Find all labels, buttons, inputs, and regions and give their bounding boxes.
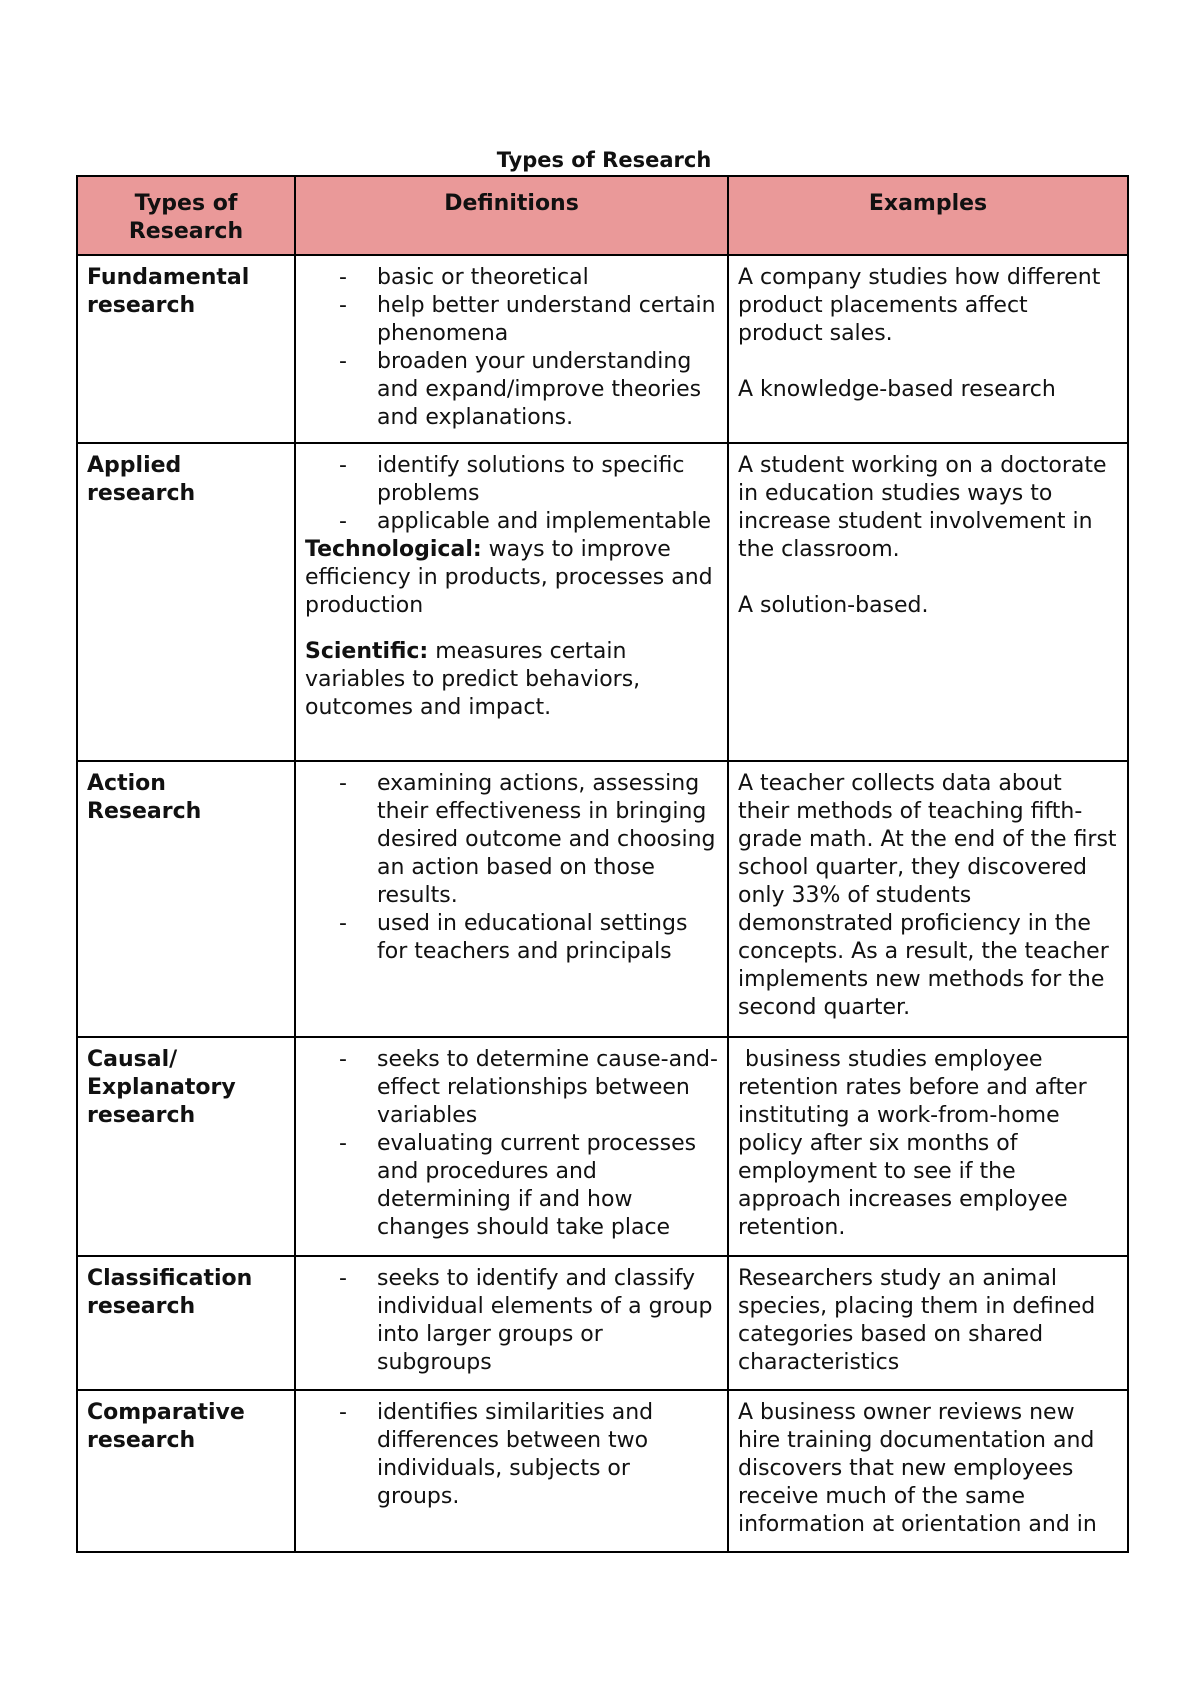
definition-list (305, 264, 718, 432)
example-cell (728, 1390, 1128, 1552)
definition-list-item (305, 1046, 718, 1130)
table-row (77, 255, 1128, 443)
definition-list (305, 452, 718, 536)
research-type-label: Classification research (77, 1256, 295, 1390)
research-type-label: Fundamental research (77, 255, 295, 443)
dash-bullet: - (339, 1400, 347, 1425)
table-row (77, 1390, 1128, 1552)
dash-bullet: - (339, 911, 347, 936)
definition-list-item (305, 1265, 718, 1377)
definition-list (305, 1046, 718, 1242)
definition-text: broaden your understanding and expand/improve theories and explanations. (377, 349, 702, 430)
definition-text: used in educational settings for teachers and principals (377, 911, 688, 964)
definition-text: seeks to identify and classify individual elements of a group into larger groups or subgroups (377, 1266, 713, 1375)
example-text: A knowledge-based research (738, 377, 1056, 402)
definition-text: basic or theoretical (377, 265, 589, 290)
definition-list-item (305, 1130, 718, 1242)
example-cell (728, 255, 1128, 443)
dash-bullet: - (339, 509, 347, 534)
table-header-row (77, 176, 1128, 255)
definition-list-item (305, 1399, 718, 1511)
column-header-type: Types of Research (77, 176, 295, 255)
subtype-description: ways to improve efficiency in products, processes and production (305, 537, 713, 618)
example-cell (728, 443, 1128, 761)
definition-cell (295, 1256, 728, 1390)
dash-bullet: - (339, 349, 347, 374)
research-type-label: Causal/ Explanatory research (77, 1037, 295, 1256)
definition-text: examining actions, assessing their effectiveness in bringing desired outcome and choosing an action based on those results. (377, 771, 716, 908)
definition-cell (295, 1037, 728, 1256)
dash-bullet: - (339, 293, 347, 318)
example-text: business studies employee retention rates before and after instituting a work-from-home policy after six months of employment to see if the approach increases employee retention. (738, 1047, 1094, 1240)
dash-bullet: - (339, 771, 347, 796)
example-text: A company studies how different product placements affect product sales. (738, 265, 1108, 346)
example-text: A student working on a doctorate in education studies ways to increase student involvement in the classroom. (738, 453, 1114, 562)
definition-text: seeks to determine cause-and-effect relationships between variables (377, 1047, 718, 1128)
definition-list-item (305, 910, 718, 966)
definition-list-item (305, 292, 718, 348)
definition-list (305, 770, 718, 966)
subtype-term: Scientific: (305, 639, 429, 664)
definition-subtype-paragraph (305, 638, 718, 722)
dash-bullet: - (339, 1266, 347, 1291)
example-cell (728, 761, 1128, 1037)
table-row (77, 761, 1128, 1037)
subtype-description: measures certain variables to predict behaviors, outcomes and impact. (305, 639, 641, 720)
table-row (77, 1037, 1128, 1256)
table-row (77, 443, 1128, 761)
table-row (77, 1256, 1128, 1390)
definition-subtype-paragraph (305, 536, 718, 620)
definition-list (305, 1399, 718, 1511)
definition-cell (295, 761, 728, 1037)
definition-cell (295, 443, 728, 761)
column-header-definitions: Definitions (295, 176, 728, 255)
dash-bullet: - (339, 1047, 347, 1072)
example-text: A teacher collects data about their methods of teaching fifth-grade math. At the end of the first school quarter, they discovered only 33% of students demonstrated proficiency in the concepts. As a result, the teacher implements new methods for the second quarter. (738, 771, 1124, 1020)
research-type-label: Applied research (77, 443, 295, 761)
definition-list-item (305, 264, 718, 292)
definition-list (305, 1265, 718, 1377)
research-types-table (76, 175, 1129, 1553)
page-title: Types of Research (496, 148, 712, 172)
definition-text: identifies similarities and differences between two individuals, subjects or groups. (377, 1400, 654, 1509)
definition-cell (295, 1390, 728, 1552)
definition-text: identify solutions to specific problems (377, 453, 685, 506)
definition-list-item (305, 348, 718, 432)
column-header-examples: Examples (728, 176, 1128, 255)
definition-text: help better understand certain phenomena (377, 293, 716, 346)
definition-cell (295, 255, 728, 443)
definition-list-item (305, 452, 718, 508)
example-text: Researchers study an animal species, placing them in defined categories based on shared characteristics (738, 1266, 1103, 1375)
table-body (77, 255, 1128, 1552)
example-cell (728, 1037, 1128, 1256)
definition-text: applicable and implementable (377, 509, 711, 534)
dash-bullet: - (339, 265, 347, 290)
definition-list-item (305, 508, 718, 536)
research-type-label: Action Research (77, 761, 295, 1037)
definition-list-item (305, 770, 718, 910)
dash-bullet: - (339, 453, 347, 478)
subtype-term: Technological: (305, 537, 482, 562)
example-text: A business owner reviews new hire training documentation and discovers that new employees receive much of the same information at orientation and in (738, 1400, 1102, 1537)
example-text: A solution-based. (738, 593, 929, 618)
research-type-label: Comparative research (77, 1390, 295, 1552)
definition-text: evaluating current processes and procedures and determining if and how changes should take place (377, 1131, 697, 1240)
dash-bullet: - (339, 1131, 347, 1156)
example-cell (728, 1256, 1128, 1390)
